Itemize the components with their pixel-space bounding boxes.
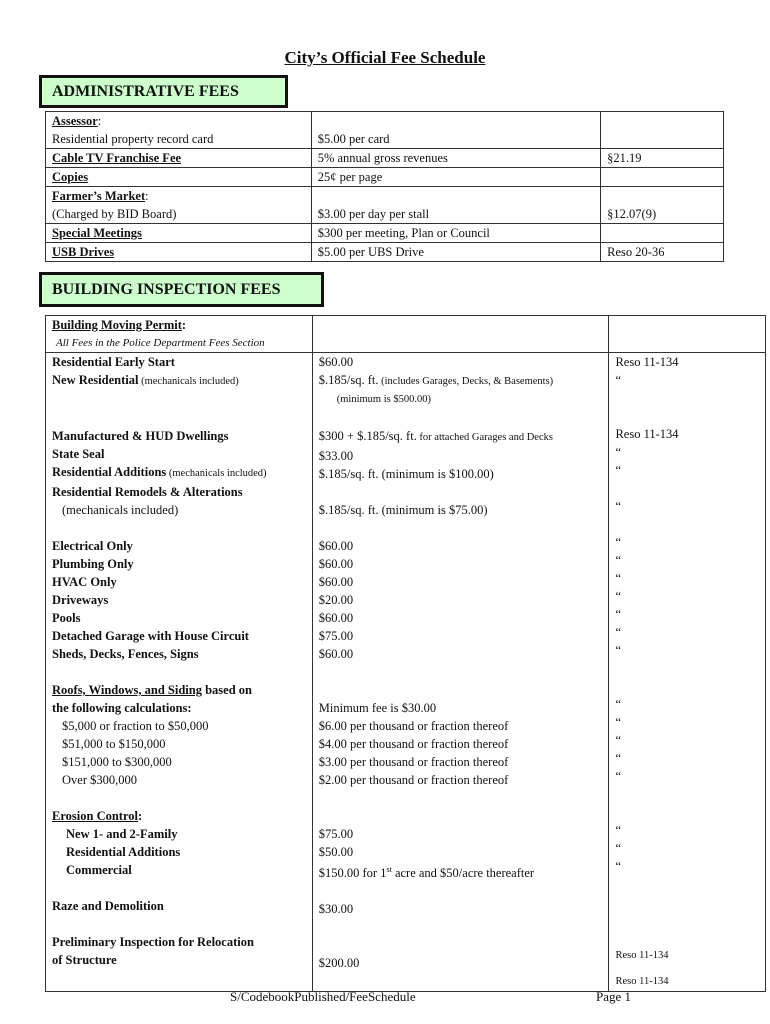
- driveways-label: Driveways: [52, 593, 109, 607]
- plumbing-label: Plumbing Only: [52, 557, 134, 571]
- hvac-ref: “: [615, 571, 622, 585]
- additions-ref: “: [615, 463, 622, 477]
- driveways-ref: “: [615, 589, 622, 603]
- preliminary-ref: Reso 11-134: [615, 950, 669, 961]
- farmers-market-ref: §12.07(9): [607, 207, 657, 221]
- detached-garage-ref: “: [615, 625, 622, 639]
- remodels-label: Residential Remodels & Alterations: [52, 485, 243, 499]
- electrical-ref: “: [615, 535, 622, 549]
- table-row: Farmer’s Market: (Charged by BID Board) $3.00 per day per stall §12.07(9): [46, 187, 724, 224]
- electrical-fee: $60.00: [318, 539, 354, 553]
- preliminary-label-line2: of Structure: [52, 953, 117, 967]
- roofs-tier-fee: $2.00 per thousand or fraction thereof: [318, 773, 509, 787]
- sheds-label: Sheds, Decks, Fences, Signs: [52, 647, 199, 661]
- manufactured-fee: $300 + $.185/sq. ft.: [318, 429, 417, 443]
- roofs-tier-label: $51,000 to $150,000: [62, 737, 166, 751]
- page-title: City’s Official Fee Schedule: [284, 48, 486, 67]
- table-row: Building Moving Permit: All Fees in the Police Department Fees Section: [46, 316, 766, 353]
- preliminary-fee: $200.00: [318, 956, 360, 971]
- table-row: [46, 168, 724, 187]
- roofs-min-ref: “: [615, 697, 622, 711]
- erosion-label: Erosion Control: [52, 809, 139, 823]
- new-residential-fee: $.185/sq. ft.: [318, 373, 379, 387]
- footer-path: S/CodebookPublished/FeeSchedule: [230, 989, 416, 1004]
- copies-label: Copies: [52, 170, 89, 184]
- erosion-item-ref: “: [615, 823, 622, 837]
- hvac-fee: $60.00: [318, 575, 354, 589]
- driveways-fee: $20.00: [318, 593, 354, 607]
- state-seal-ref: “: [615, 445, 622, 459]
- roofs-tier-label: Over $300,000: [62, 773, 137, 787]
- roofs-tier-label: $5,000 or fraction to $50,000: [62, 719, 209, 733]
- preliminary-label: Preliminary Inspection for Relocation: [52, 935, 254, 949]
- pools-fee: $60.00: [318, 611, 354, 625]
- special-meetings-fee: $300 per meeting, Plan or Council: [317, 226, 490, 240]
- erosion-item-fee: $75.00: [318, 827, 354, 841]
- sheds-ref: “: [615, 643, 622, 657]
- roofs-tier-fee: $3.00 per thousand or fraction thereof: [318, 755, 509, 769]
- roofs-tier-ref: “: [615, 769, 622, 783]
- copies-fee: 25¢ per page: [317, 170, 383, 184]
- record-card-fee: $5.00 per card: [317, 132, 390, 146]
- manufactured-label: Manufactured & HUD Dwellings: [52, 429, 229, 443]
- roofs-tier-ref: “: [615, 733, 622, 747]
- record-card-label: Residential property record card: [52, 132, 214, 146]
- pools-label: Pools: [52, 611, 81, 625]
- erosion-item-label: Residential Additions: [66, 845, 181, 859]
- erosion-item-ref: “: [615, 841, 622, 855]
- early-start-label: Residential Early Start: [52, 355, 175, 369]
- last-ref: Reso 11-134: [615, 976, 669, 987]
- roofs-tier-label: $151,000 to $300,000: [62, 755, 172, 769]
- state-seal-label: State Seal: [52, 447, 105, 461]
- roofs-min-fee: Minimum fee is $30.00: [318, 701, 437, 715]
- detached-garage-fee: $75.00: [318, 629, 354, 643]
- table-row: Assessor: Residential property record card $5.00 per card: [46, 112, 724, 149]
- usb-drives-label: USB Drives: [52, 245, 115, 259]
- electrical-label: Electrical Only: [52, 539, 133, 553]
- new-residential-minimum: (minimum is $500.00): [336, 394, 431, 405]
- bid-board-label: (Charged by BID Board): [52, 207, 177, 221]
- plumbing-fee: $60.00: [318, 557, 354, 571]
- cable-tv-label: Cable TV Franchise Fee: [52, 151, 182, 165]
- additions-label: Residential Additions: [52, 465, 167, 479]
- table-row: [46, 149, 724, 168]
- additions-fee: $.185/sq. ft. (minimum is $100.00): [318, 467, 494, 481]
- remodels-note: (mechanicals included): [62, 503, 179, 517]
- remodels-fee: $.185/sq. ft. (minimum is $75.00): [318, 503, 488, 517]
- roofs-tier-fee: $4.00 per thousand or fraction thereof: [318, 737, 509, 751]
- hvac-label: HVAC Only: [52, 575, 117, 589]
- footer-page-number: Page 1: [596, 989, 632, 1004]
- cable-tv-ref: §21.19: [607, 151, 642, 165]
- usb-drives-ref: Reso 20-36: [607, 245, 665, 259]
- plumbing-ref: “: [615, 553, 622, 567]
- cable-tv-fee: 5% annual gross revenues: [317, 151, 448, 165]
- roofs-tier-ref: “: [615, 751, 622, 765]
- raze-label: Raze and Demolition: [52, 899, 164, 913]
- remodels-ref: “: [615, 499, 622, 513]
- table-row: [46, 224, 724, 243]
- table-row: [46, 243, 724, 262]
- erosion-item-label: New 1- and 2-Family: [66, 827, 178, 841]
- usb-drives-fee: $5.00 per UBS Drive: [317, 245, 424, 259]
- assessor-label: Assessor: [52, 114, 98, 128]
- manufactured-ref: Reso 11-134: [615, 427, 679, 441]
- pools-ref: “: [615, 607, 622, 621]
- detached-garage-label: Detached Garage with House Circuit: [52, 629, 249, 643]
- farmers-market-fee: $3.00 per day per stall: [317, 207, 430, 221]
- erosion-commercial-fee: $150.00 for 1st acre and $50/acre thereafter: [318, 865, 535, 881]
- erosion-item-ref: “: [615, 859, 622, 873]
- roofs-label: Roofs, Windows, and Siding: [52, 683, 202, 697]
- state-seal-fee: $33.00: [318, 449, 354, 463]
- roofs-tier-ref: “: [615, 715, 622, 729]
- sheds-fee: $60.00: [318, 647, 354, 661]
- moving-permit-label: Building Moving Permit: [52, 318, 182, 332]
- special-meetings-label: Special Meetings: [52, 226, 142, 240]
- roofs-label-line2: the following calculations:: [52, 701, 192, 715]
- raze-fee: $30.00: [318, 902, 354, 917]
- building-fees-table: [45, 315, 766, 992]
- early-start-ref: Reso 11-134: [615, 355, 679, 369]
- new-residential-label: New Residential: [52, 373, 139, 387]
- admin-fees-table: [45, 111, 724, 262]
- table-row: Residential Early Start New Residential (mechanicals included) Manufactured & HUD Dwellings State Seal Residential Additions (mechanicals included) Residential Remodels & Alterations (mechanicals included) Electrical Only Plumbing Only HVAC Only Driveways Pools Detached Garage with House Circuit Sheds, Decks, Fences, Signs Roofs, Windows, and Siding based on the following calculations: $5,000 or fraction to $50,000 $51,000 to $150,000 $151,000 to $300,000 Over $300,000 Erosion Control: New 1- and 2-Family Residential Additions Commercial Raze and Demolition Preliminary Inspection for Relocation of Structure $60.00 $.185/sq. ft. (includes Garages, Decks, & Basements) (minimum is $500.00) $300 + $.185/sq. ft. for attached Garages and Decks $33.00 $.185/sq. ft. (minimum is $100.00) $.185/sq. ft. (minimum is $75.00) $60.00 $60.00 $60.00 $20.00 $60.00 $75.00 $60.00 Minimum fee is $30.00 $6.00 per thousand or fraction thereof $4.00 per thousand or fraction thereof $3.00 per thousand or fraction thereof $2.00 per thousand or fraction thereof $75.00 $50.00 $150.00 for 1st acre and $50/acre thereafter $30.00 $200.00 Reso 11-134 “ Reso 11-134 “ “ “ “ “ “ “ “ “ “ “ “ “ “ “ “ “ “ Reso 11-134 Reso 11-134: [46, 353, 766, 992]
- farmers-market-label: Farmer’s Market: [52, 189, 146, 203]
- erosion-item-fee: $50.00: [318, 845, 354, 859]
- admin-section-heading: ADMINISTRATIVE FEES: [39, 75, 288, 108]
- moving-permit-note: All Fees in the Police Department Fees Section: [56, 337, 265, 349]
- roofs-tier-fee: $6.00 per thousand or fraction thereof: [318, 719, 509, 733]
- building-section-heading: BUILDING INSPECTION FEES: [39, 272, 324, 307]
- new-residential-ref: “: [615, 373, 622, 387]
- early-start-fee: $60.00: [318, 355, 354, 369]
- erosion-item-label: Commercial: [66, 863, 132, 877]
